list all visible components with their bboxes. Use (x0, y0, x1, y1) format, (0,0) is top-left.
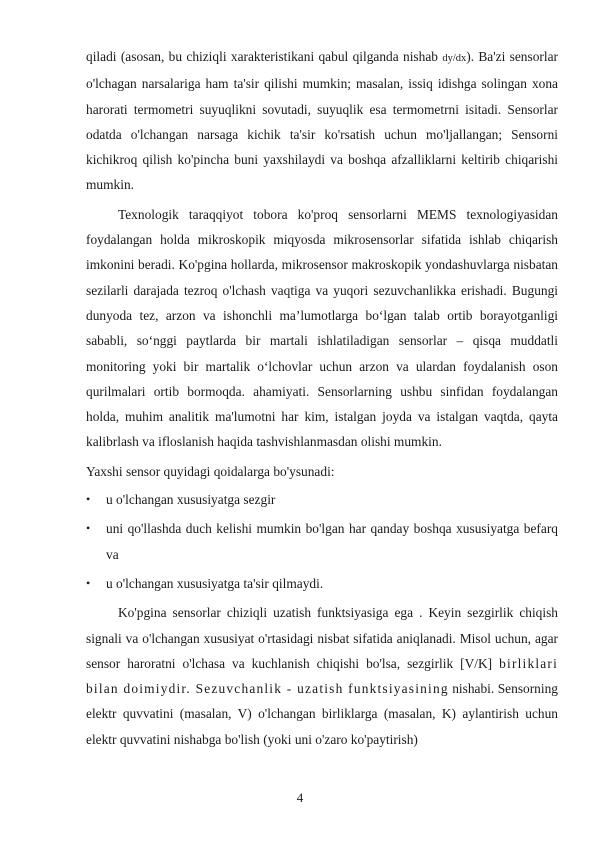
paragraph-sensor-effects (86, 44, 558, 198)
list-item-text: u o'lchangan xususiyatga ta'sir qilmaydi. (106, 575, 324, 591)
paragraph-good-sensor-rules: Yaxshi sensor quyidagi qoidalarga bo'ysunadi: (86, 463, 335, 479)
list-item (86, 571, 558, 596)
list-item (86, 487, 558, 512)
list-item-text: uni qo'llashda duch kelishi mumkin bo'lgan har qanday boshqa xususiyatga befarq va (106, 521, 558, 562)
paragraph-text: Ko'pgina sensorlar chiziqli uzatish funktsiyasiga ega . Keyin sezgirlik chiqish signali va o'lchangan xususiyat o'rtasidagi nisbat sifatida aniqlanadi. Misol uchun, agar sensor haroratni o'lchasa va kuchlanish chiqishi bo'lsa, sezgirlik [V/K] (86, 605, 558, 671)
paragraph-text-spaced: birliklari bilan doimiydir. Sezuvchanlik - uzatish funktsiyasining (86, 655, 558, 697)
formula-slope: dy/dx (442, 53, 467, 64)
paragraph-text: ). Ba'zi sensorlar o'lchagan narsalariga ham ta'sir qilishi mumkin; masalan, issiq idishga solingan xona harorati termometri suyuqlikni sovutadi, suyuqlik esa termometrni isitadi. Sensorlar odatda o'lchangan narsaga kichik ta'sir ko'rsatish uchun mo'ljallangan; Sensorni kichikroq qilish ko'pincha buni yaxshilaydi va boshqa afzalliklarni keltirib chiqarishi mumkin. (86, 49, 558, 193)
page-number: 4 (296, 790, 304, 805)
paragraph-text: qiladi (asosan, bu chiziqli xarakteristikani qabul qilganda nishab (86, 49, 443, 64)
paragraph-text: nishabi. Sensorning elektr quvvatini (masalan, V) o'lchangan birliklarga (masalan, K) aylantirish uchun elektr quvvatini nishabga bo'lish (yoki uni o'zaro ko'paytirish) (86, 681, 558, 747)
bullet-icon: • (86, 575, 91, 590)
document-page (86, 44, 558, 752)
bullet-icon: • (86, 492, 91, 507)
list-item-text: u o'lchangan xususiyatga sezgir (106, 492, 276, 508)
list-item (86, 516, 558, 567)
paragraph-transfer-function (86, 600, 558, 752)
bullet-icon: • (86, 521, 91, 536)
paragraph-mems: Texnologik taraqqiyot tobora ko'proq sensorlarni MEMS texnologiyasidan foydalangan holda mikroskopik miqyosda mikrosensorlar sifatida ishlab chiqarish imkonini beradi. Ko'pgina hollarda, mikrosensor makroskopik yondashuvlarga nisbatan sezilarli darajada tezroq o'lchash vaqtiga va yuqori sezuvchanlikka erishadi. Bugungi dunyoda tez, arzon va ishonchli ma’lumotlarga bo‘lgan talab ortib borayotganligi sababli, so‘nggi paytlarda bir martali ishlatiladigan sensorlar – qisqa muddatli monitoring yoki bir martalik o‘lchovlar uchun arzon va ulardan foydalanish oson qurilmalari ortib bormoqda. ahamiyati. Sensorlarning ushbu sinfidan foydalangan holda, muhim analitik ma'lumotni har kim, istalgan joyda va istalgan vaqtda, qayta kalibrlash va ifloslanish haqida tashvishlanmasdan olishi mumkin. (86, 206, 558, 450)
rules-list (86, 487, 558, 596)
